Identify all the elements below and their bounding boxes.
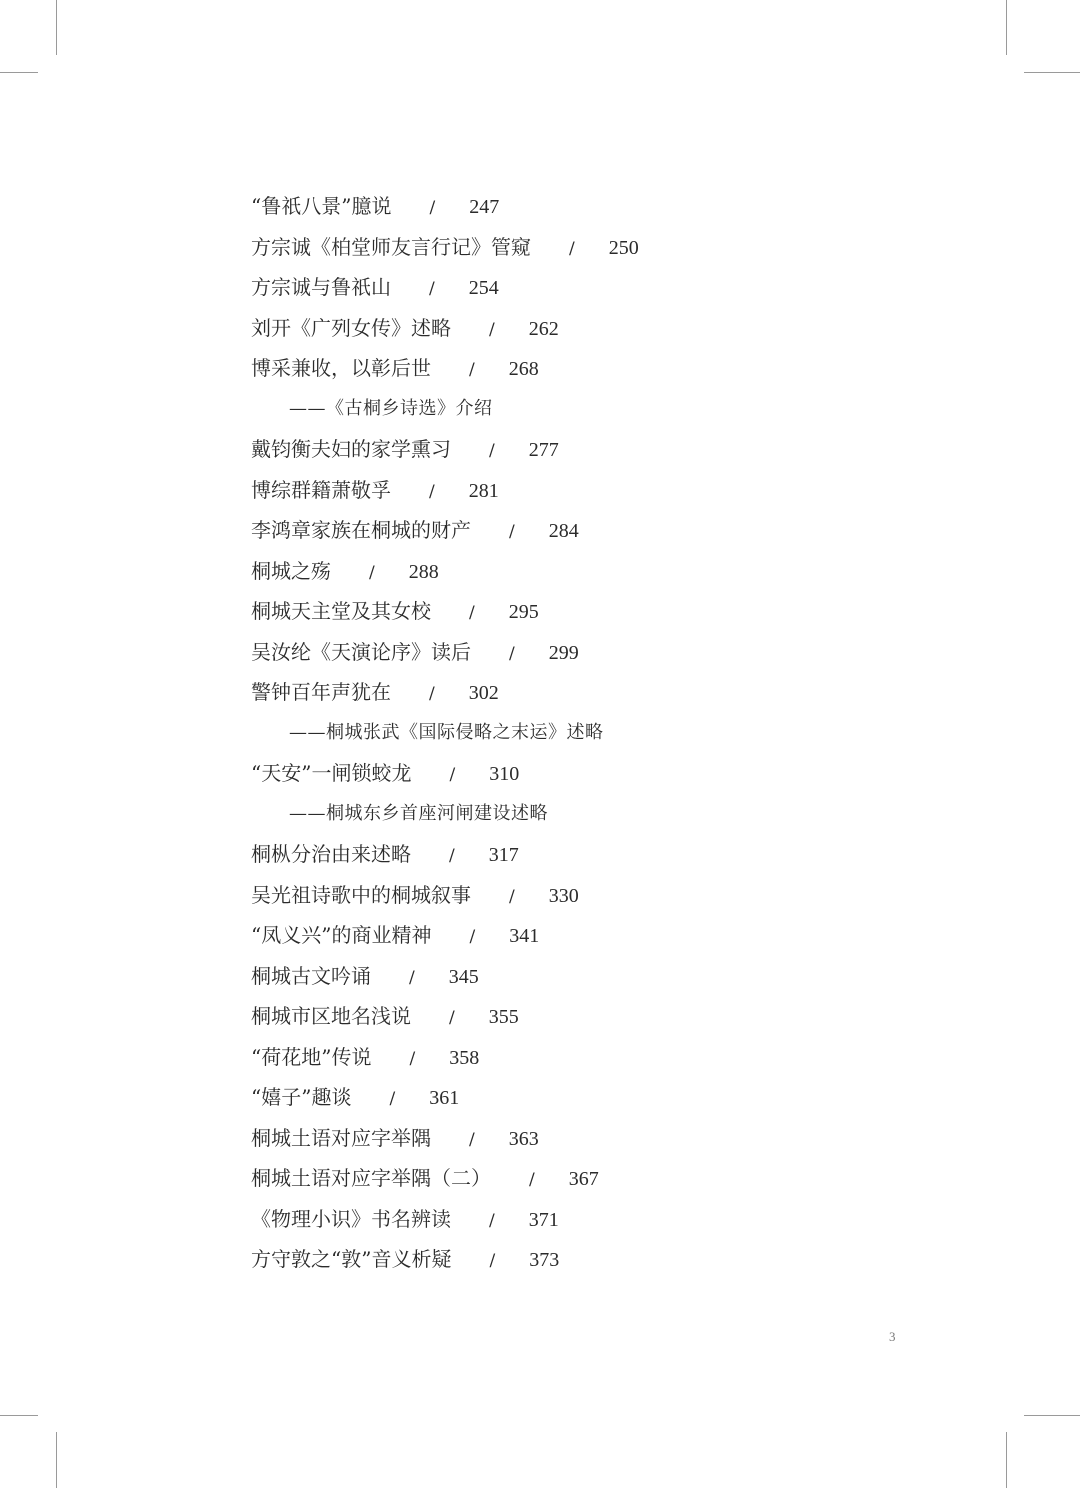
toc-entry-page: 295	[508, 601, 539, 623]
toc-entry-page: 341	[509, 925, 540, 947]
toc-entry-page: 268	[508, 358, 539, 380]
crop-mark-top-right	[1006, 0, 1007, 55]
toc-separator: /	[369, 562, 375, 583]
toc-entry-title: “凤义兴”的商业精神	[251, 923, 432, 947]
page-number: 3	[889, 1329, 896, 1344]
toc-separator: /	[569, 238, 575, 259]
toc-separator: /	[429, 684, 435, 704]
table-of-contents	[251, 186, 851, 1280]
toc-entry-title: 桐城古文吟诵	[251, 963, 371, 988]
toc-separator: /	[489, 1251, 496, 1271]
toc-entry	[251, 875, 851, 916]
toc-separator: /	[389, 1089, 396, 1109]
toc-entry	[251, 429, 851, 470]
crop-mark-bottom-left-h	[0, 1415, 38, 1416]
toc-separator: /	[509, 886, 515, 907]
toc-entry-page: 262	[528, 317, 559, 340]
toc-entry	[251, 227, 851, 268]
toc-entry	[251, 1239, 851, 1280]
toc-separator: /	[489, 319, 495, 340]
toc-separator: /	[489, 1210, 495, 1231]
toc-entry-title: 桐城土语对应字举隅（二）	[251, 1166, 491, 1190]
toc-entry-page: 345	[448, 965, 479, 988]
crop-mark-top-left-h	[0, 72, 38, 73]
toc-subtitle	[251, 389, 851, 430]
toc-entry-title: 桐城土语对应字举隅	[251, 1125, 431, 1150]
toc-entry	[251, 915, 851, 956]
toc-entry-page: 277	[528, 439, 559, 461]
toc-entry	[251, 470, 851, 511]
toc-entry	[251, 1077, 851, 1118]
toc-entry-page: 247	[469, 196, 500, 218]
toc-separator: /	[409, 967, 415, 988]
toc-entry	[251, 1037, 851, 1078]
toc-entry	[251, 1158, 851, 1199]
toc-subtitle	[251, 713, 851, 754]
toc-entry-title: 博采兼收，以彰后世	[251, 356, 431, 380]
toc-entry-page: 284	[548, 520, 579, 542]
toc-entry-title: 李鸿章家族在桐城的财产	[251, 518, 471, 542]
toc-separator: /	[469, 1129, 475, 1150]
crop-mark-bottom-right	[1006, 1432, 1007, 1488]
toc-entry-page: 281	[468, 479, 499, 502]
toc-entry-title: 桐城市区地名浅说	[251, 1004, 411, 1028]
toc-subtitle-text: ——桐城东乡首座河闸建设述略	[289, 802, 548, 824]
toc-entry-title: 方守敦之“敦”音义析疑	[251, 1247, 452, 1271]
toc-separator: /	[429, 481, 435, 502]
toc-separator: /	[469, 360, 475, 380]
toc-subtitle	[251, 794, 851, 835]
toc-entry-page: 358	[449, 1046, 480, 1069]
toc-entry-title: 桐枞分治由来述略	[251, 842, 411, 866]
toc-entry-page: 250	[608, 236, 639, 259]
toc-entry	[251, 834, 851, 875]
toc-entry-page: 361	[429, 1087, 460, 1109]
toc-entry-title: “嬉子”趣谈	[251, 1085, 352, 1109]
toc-entry	[251, 956, 851, 997]
toc-entry	[251, 753, 851, 794]
toc-entry-page: 363	[508, 1127, 539, 1150]
toc-entry-page: 254	[468, 277, 499, 299]
toc-subtitle-text: ——桐城张武《国际侵略之末运》述略	[289, 721, 604, 743]
toc-entry	[251, 1199, 851, 1240]
toc-entry-title: 方宗诚《柏堂师友言行记》管窥	[251, 234, 531, 259]
toc-entry-page: 367	[568, 1168, 599, 1190]
toc-separator: /	[449, 765, 456, 785]
toc-entry-page: 302	[468, 682, 499, 704]
toc-entry	[251, 996, 851, 1037]
toc-entry	[251, 551, 851, 592]
toc-separator: /	[429, 279, 435, 299]
toc-separator: /	[469, 927, 476, 947]
toc-entry-page: 317	[488, 844, 519, 866]
toc-separator: /	[409, 1048, 416, 1069]
toc-entry	[251, 348, 851, 389]
toc-entry-page: 288	[408, 560, 439, 583]
toc-entry	[251, 1118, 851, 1159]
toc-entry-title: 桐城之殇	[251, 558, 331, 583]
toc-entry	[251, 186, 851, 227]
toc-entry-page: 371	[528, 1208, 559, 1231]
toc-entry	[251, 267, 851, 308]
crop-mark-top-left	[56, 0, 57, 55]
toc-separator: /	[489, 441, 495, 461]
toc-entry-title: 吴光祖诗歌中的桐城叙事	[251, 882, 471, 907]
toc-entry-title: 警钟百年声犹在	[251, 680, 391, 704]
toc-separator: /	[449, 1008, 455, 1028]
toc-entry	[251, 632, 851, 673]
toc-entry-title: “荷花地”传说	[251, 1044, 372, 1069]
toc-separator: /	[509, 522, 515, 542]
toc-entry-title: 吴汝纶《天演论序》读后	[251, 639, 471, 664]
toc-entry-title: “鲁祇八景”臆说	[251, 194, 392, 218]
toc-separator: /	[529, 1170, 535, 1190]
toc-subtitle-text: ——《古桐乡诗选》介绍	[289, 397, 493, 419]
toc-entry-title: 桐城天主堂及其女校	[251, 599, 431, 623]
toc-entry-title: 戴钧衡夫妇的家学熏习	[251, 437, 451, 461]
toc-separator: /	[469, 603, 475, 623]
toc-entry-page: 355	[488, 1006, 519, 1028]
toc-entry	[251, 591, 851, 632]
crop-mark-bottom-left	[56, 1432, 57, 1488]
toc-entry-page: 310	[489, 763, 520, 785]
toc-entry-page: 330	[548, 884, 579, 907]
toc-entry	[251, 510, 851, 551]
toc-entry-title: 《物理小识》书名辨读	[251, 1206, 451, 1231]
crop-mark-bottom-right-h	[1024, 1415, 1080, 1416]
toc-entry-title: 刘开《广列女传》述略	[251, 315, 451, 340]
toc-entry-page: 373	[529, 1249, 560, 1271]
toc-entry-title: “天安”一闸锁蛟龙	[251, 761, 412, 785]
toc-entry	[251, 672, 851, 713]
toc-entry	[251, 308, 851, 349]
toc-entry-page: 299	[548, 641, 579, 664]
toc-separator: /	[429, 198, 436, 218]
toc-separator: /	[509, 643, 515, 664]
toc-entry-title: 方宗诚与鲁祇山	[251, 275, 391, 299]
toc-separator: /	[449, 846, 455, 866]
toc-entry-title: 博综群籍萧敬孚	[251, 477, 391, 502]
crop-mark-top-right-h	[1024, 72, 1080, 73]
